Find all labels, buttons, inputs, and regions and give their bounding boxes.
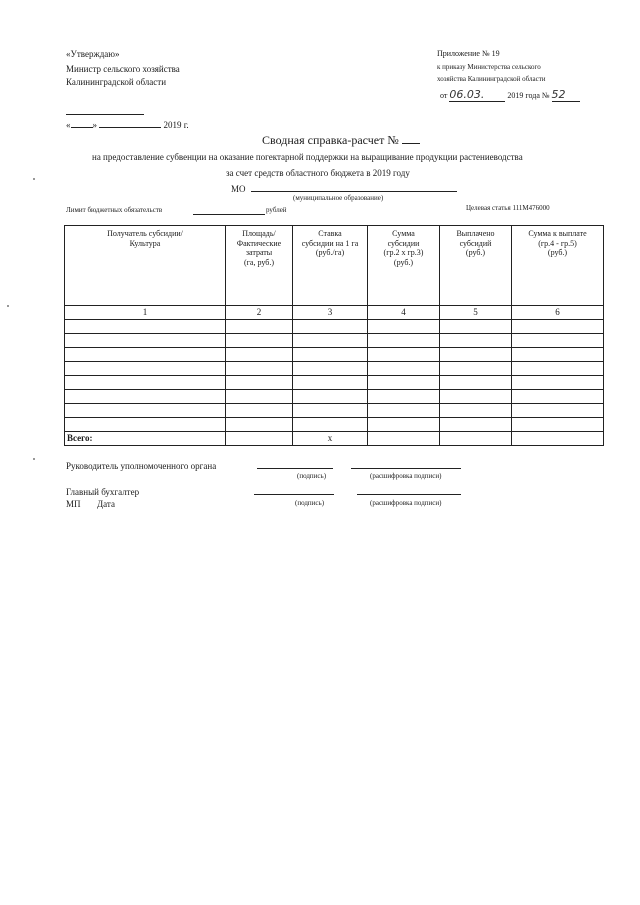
table-row bbox=[65, 404, 604, 418]
head-sign-caption: (подпись) bbox=[297, 472, 327, 480]
document-subtitle: на предоставление субвенции на оказание погектарной поддержки на выращивание продукции растениеводства bbox=[92, 152, 523, 162]
document-title: Сводная справка-расчет № bbox=[262, 133, 420, 148]
handwritten-number: 52 bbox=[552, 88, 580, 102]
date-label: Дата bbox=[97, 499, 115, 509]
appendix-line-3: хозяйства Калининградской области bbox=[437, 75, 546, 83]
document-subtitle-2: за счет средств областного бюджета в 2019 году bbox=[226, 168, 410, 178]
head-sign-line bbox=[257, 468, 333, 469]
approval-line-1: Министр сельского хозяйства bbox=[66, 64, 180, 74]
column-number: 5 bbox=[440, 306, 512, 320]
header-recipient: Получатель субсидии/ Культура bbox=[65, 226, 226, 306]
handwritten-date: 06.03. bbox=[449, 88, 505, 102]
accountant-decode-caption: (расшифровка подписи) bbox=[370, 499, 442, 507]
signature-line bbox=[66, 114, 144, 115]
mp-label: МП bbox=[66, 499, 81, 509]
accountant-sign-line bbox=[254, 494, 334, 495]
column-number: 1 bbox=[65, 306, 226, 320]
target-article: Целевая статья 111М476000 bbox=[466, 204, 550, 212]
header-row bbox=[65, 226, 604, 306]
accountant-label: Главный бухгалтер bbox=[66, 487, 140, 497]
table-row bbox=[65, 348, 604, 362]
accountant-decode-line bbox=[357, 494, 461, 495]
table-row bbox=[65, 376, 604, 390]
appendix-line-1: Приложение № 19 bbox=[437, 49, 500, 58]
table-row bbox=[65, 320, 604, 334]
total-label: Всего: bbox=[65, 432, 226, 446]
table-row bbox=[65, 334, 604, 348]
scan-dot bbox=[33, 178, 35, 180]
total-row bbox=[65, 432, 604, 446]
approval-date: « » 2019 г. bbox=[66, 120, 189, 130]
limit-unit: рублей bbox=[266, 206, 287, 214]
mo-line bbox=[251, 191, 457, 192]
scan-dot bbox=[7, 305, 9, 307]
header-area: Площадь/ Фактические затраты (га, руб.) bbox=[226, 226, 293, 306]
head-decode-caption: (расшифровка подписи) bbox=[370, 472, 442, 480]
column-numbers-row bbox=[65, 306, 604, 320]
approval-title: «Утверждаю» bbox=[66, 49, 120, 59]
column-number: 2 bbox=[226, 306, 293, 320]
table-row bbox=[65, 390, 604, 404]
header-paid: Выплачено субсидий (руб.) bbox=[440, 226, 512, 306]
header-sum: Сумма субсидии (гр.2 х гр.3) (руб.) bbox=[368, 226, 440, 306]
accountant-sign-caption: (подпись) bbox=[295, 499, 325, 507]
column-number: 3 bbox=[293, 306, 368, 320]
column-number: 4 bbox=[368, 306, 440, 320]
column-number: 6 bbox=[512, 306, 604, 320]
subsidy-table bbox=[64, 225, 604, 446]
header-to-pay: Сумма к выплате (гр.4 - гр.5) (руб.) bbox=[512, 226, 604, 306]
header-rate: Ставка субсидии на 1 га (руб./га) bbox=[293, 226, 368, 306]
scan-dot bbox=[33, 458, 35, 460]
appendix-line-2: к приказу Министерства сельского bbox=[437, 63, 541, 71]
limit-label: Лимит бюджетных обязательств bbox=[66, 206, 163, 214]
approval-line-2: Калининградской области bbox=[66, 77, 167, 87]
table-row bbox=[65, 418, 604, 432]
limit-line bbox=[193, 214, 265, 215]
mo-caption: (муниципальное образование) bbox=[293, 194, 384, 202]
total-mark: x bbox=[293, 432, 368, 446]
head-decode-line bbox=[351, 468, 461, 469]
appendix-date: от 06.03. 2019 года № 52 bbox=[440, 88, 580, 102]
table-row bbox=[65, 362, 604, 376]
head-label: Руководитель уполномоченного органа bbox=[66, 461, 217, 471]
mo-label: МО bbox=[231, 184, 246, 194]
